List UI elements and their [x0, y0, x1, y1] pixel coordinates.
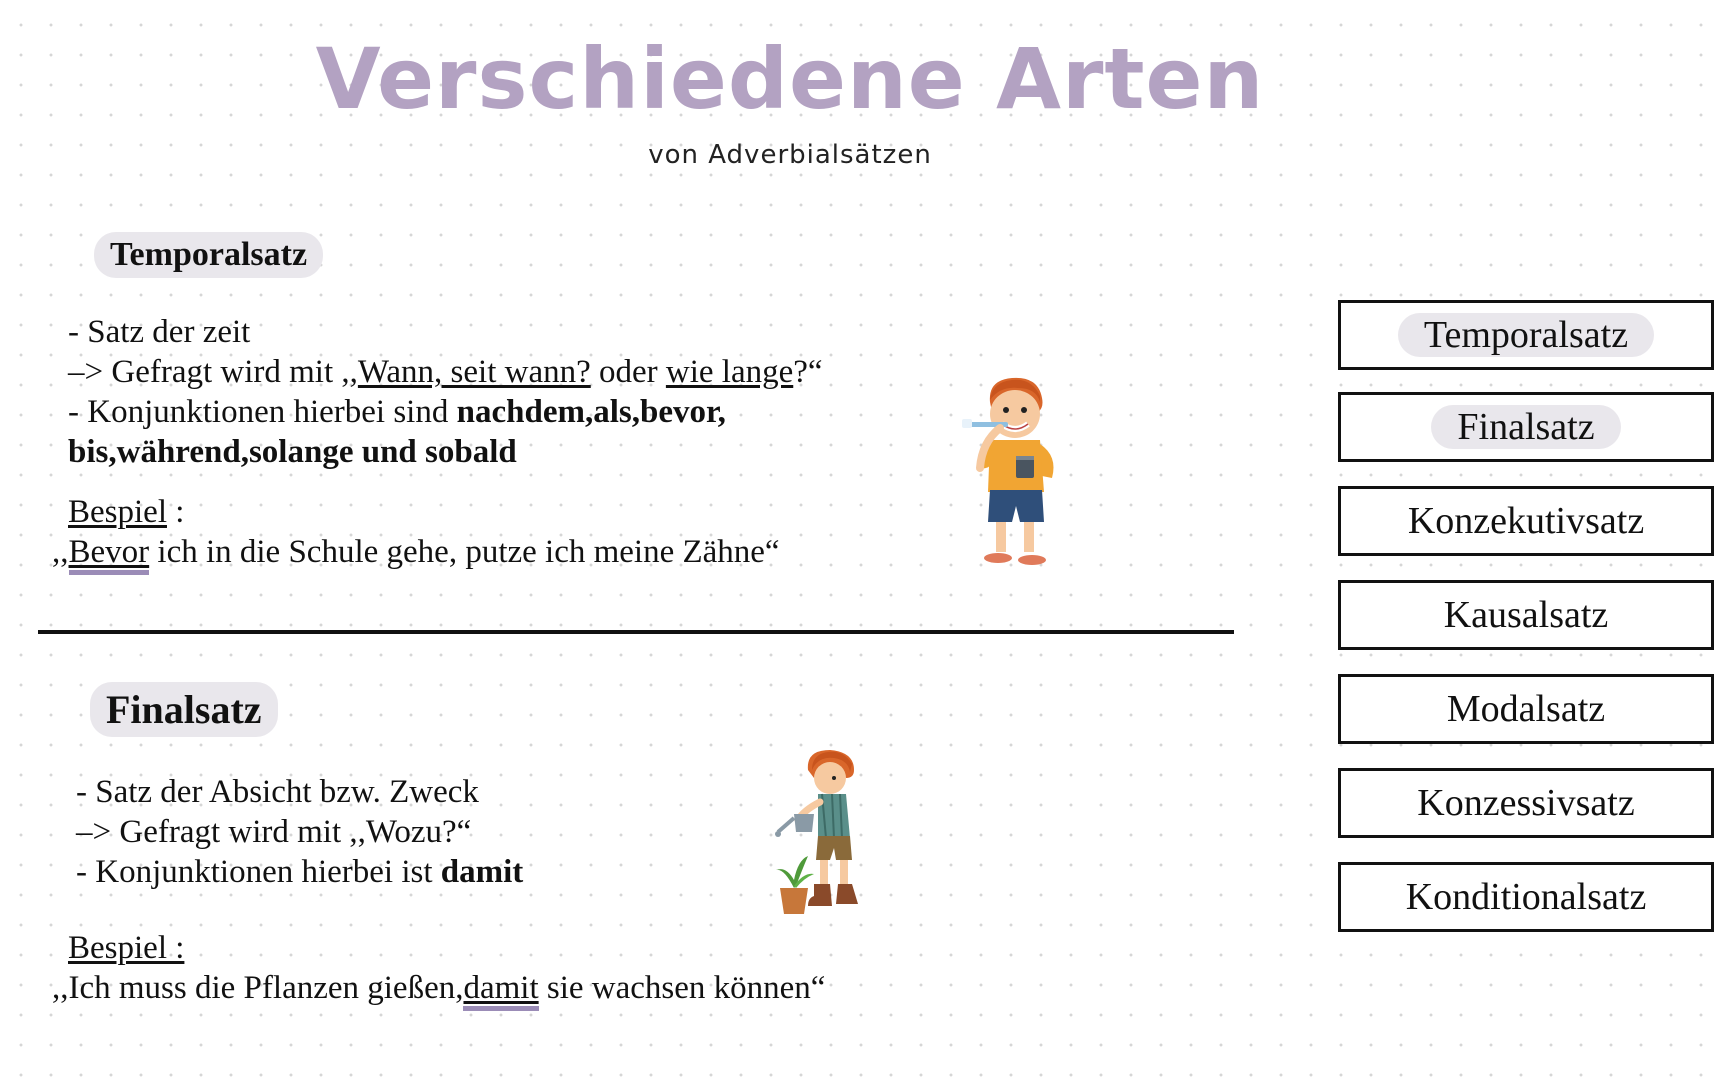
- temporalsatz-heading: Temporalsatz: [94, 232, 323, 278]
- sidebar-item-konzessivsatz: [1338, 768, 1714, 838]
- sidebar-item-label: Konditionalsatz: [1405, 876, 1647, 918]
- temporal-example-label-text: Bespiel: [68, 494, 167, 530]
- temporal-line-1: - Satz der zeit: [68, 314, 251, 350]
- sidebar-item-kausalsatz: [1338, 580, 1714, 650]
- final-example-rest: sie wachsen können“: [538, 970, 826, 1006]
- sidebar-item-konditionalsatz: [1338, 862, 1714, 932]
- sidebar-item-label: Temporalsatz: [1398, 313, 1654, 357]
- final-conjunction: damit: [440, 854, 524, 890]
- temporal-example-sentence: [52, 532, 780, 572]
- temporal-example-open-quote: ,,: [52, 534, 69, 570]
- boy-watering-plant-illustration: [774, 748, 894, 918]
- finalsatz-heading: Finalsatz: [90, 682, 278, 737]
- temporal-line-2-suffix: ?“: [793, 354, 823, 390]
- temporal-conjunctions-1: nachdem,als,bevor,: [456, 394, 726, 430]
- temporal-line-2-prefix: –> Gefragt wird mit ,,: [68, 354, 358, 390]
- temporal-example-keyword: Bevor: [69, 534, 150, 575]
- final-line-1: - Satz der Absicht bzw. Zweck: [76, 774, 479, 810]
- final-line-2: –> Gefragt wird mit ,,Wozu?“: [76, 814, 472, 850]
- temporal-line-4: [68, 432, 517, 472]
- sidebar-item-label: Kausalsatz: [1443, 594, 1609, 636]
- sidebar-item-label: Konzekutivsatz: [1407, 500, 1645, 542]
- temporal-question-when: Wann, seit wann?: [357, 354, 591, 390]
- sidebar-item-konzekutivsatz: [1338, 486, 1714, 556]
- temporal-line-2-mid: oder: [590, 354, 666, 390]
- final-line-3: [76, 852, 523, 892]
- final-example-label-text: Bespiel :: [68, 930, 185, 966]
- sidebar-item-label: Finalsatz: [1431, 405, 1620, 449]
- sidebar-item-modalsatz: [1338, 674, 1714, 744]
- sidebar-item-label: Modalsatz: [1446, 688, 1606, 730]
- temporal-line-3: [68, 392, 726, 432]
- page-title: Verschiedene Arten: [315, 30, 1265, 128]
- sidebar-item-label: Konzessivsatz: [1417, 782, 1635, 824]
- final-example-keyword: damit: [463, 970, 538, 1011]
- temporal-question-how-long: wie lange: [665, 354, 794, 390]
- temporal-conjunctions-2: bis,während,solange und sobald: [68, 434, 517, 470]
- temporal-line-2: [68, 352, 823, 392]
- temporal-example-label: [68, 492, 184, 532]
- final-example-sentence: [52, 968, 825, 1008]
- section-divider: [38, 630, 1234, 634]
- final-example-label: [68, 928, 184, 968]
- temporal-example-rest: ich in die Schule gehe, putze ich meine Zähne“: [149, 534, 780, 570]
- final-example-prefix: ,,Ich muss die Pflanzen gießen,: [52, 970, 464, 1006]
- boy-brushing-teeth-illustration: [960, 372, 1070, 572]
- page-subtitle: von Adverbialsätzen: [648, 140, 932, 170]
- final-line-3-prefix: - Konjunktionen hierbei ist: [76, 854, 441, 890]
- temporal-example-colon: :: [166, 494, 185, 530]
- sidebar-item-finalsatz: [1338, 392, 1714, 462]
- temporal-line-3-prefix: - Konjunktionen hierbei sind: [68, 394, 457, 430]
- sidebar-item-temporalsatz: [1338, 300, 1714, 370]
